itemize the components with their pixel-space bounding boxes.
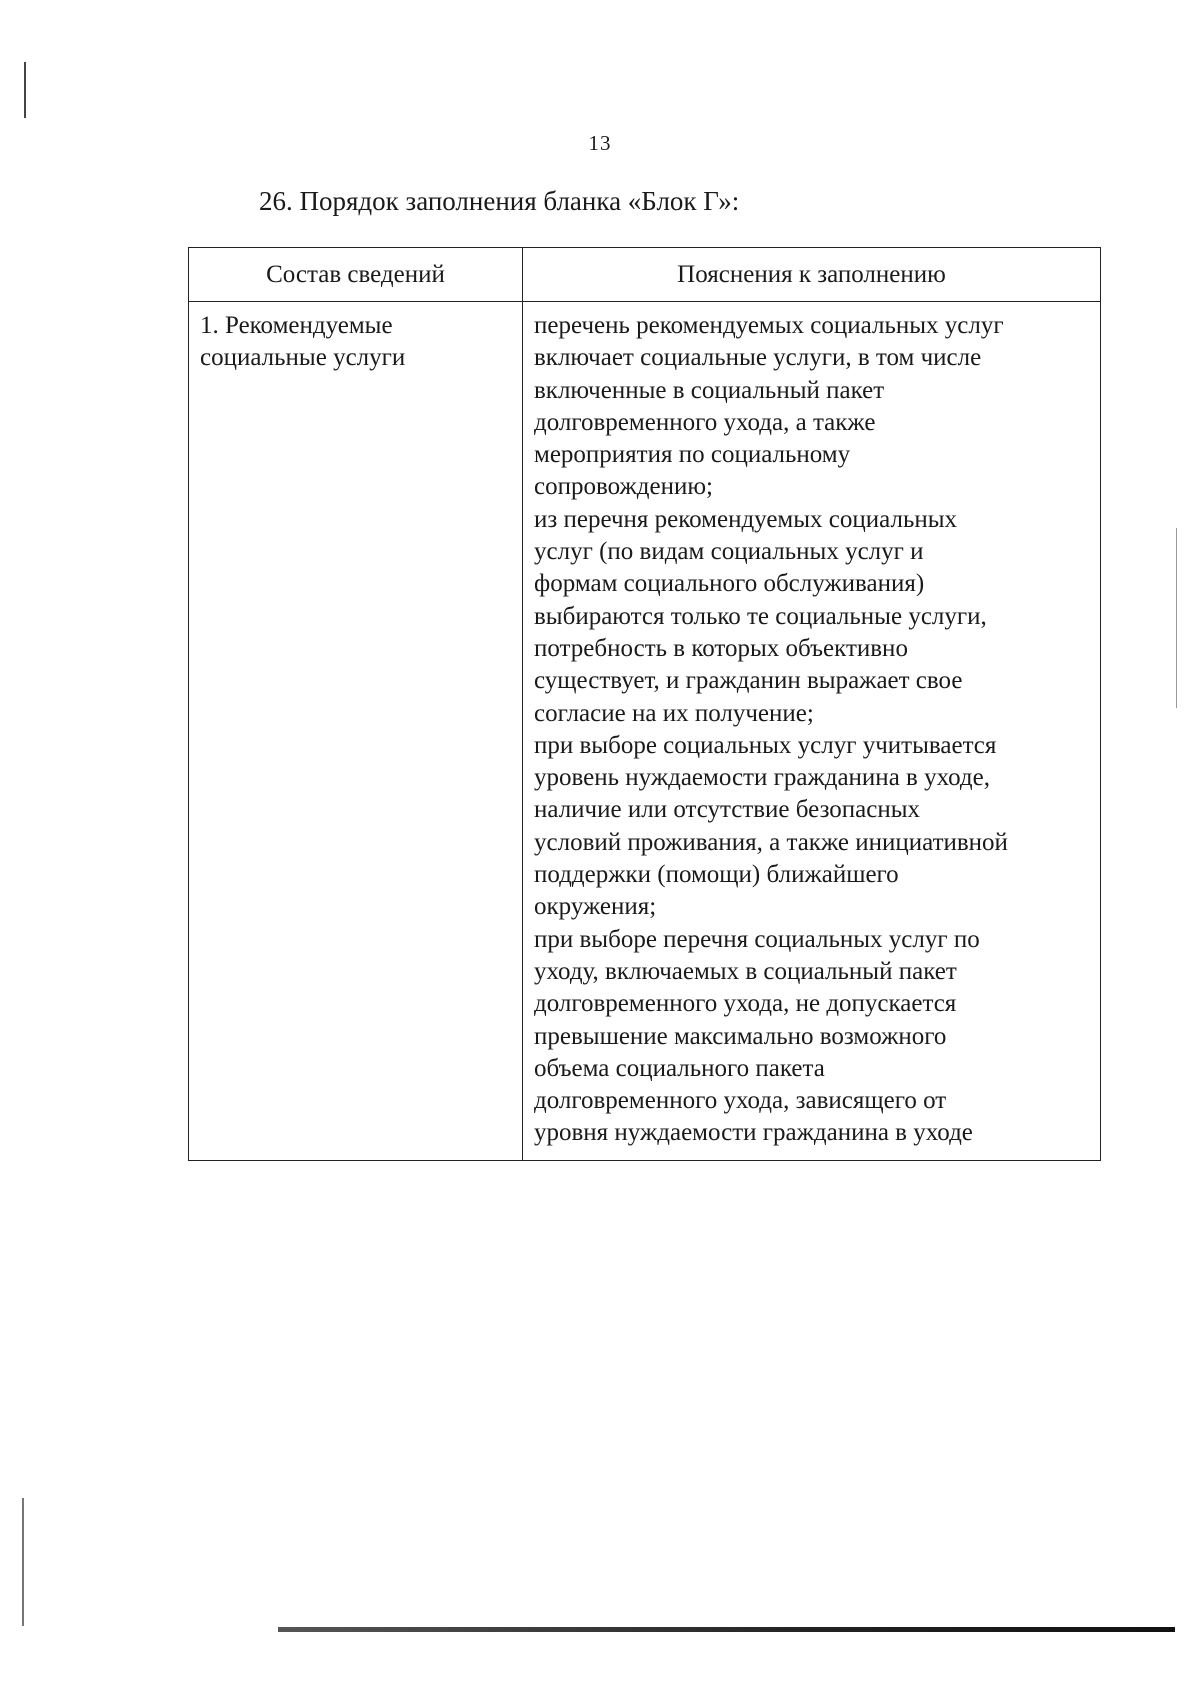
- scan-edge-mark: [22, 1498, 24, 1626]
- footer-rule: [278, 1627, 1175, 1632]
- explanation-line: перечень рекомендуемых социальных услуг: [534, 312, 1004, 339]
- explanation-line: мероприятия по социальному: [534, 441, 851, 469]
- explanation-line: услуг (по видам социальных услуг и: [534, 538, 924, 566]
- column-header-explanation: Пояснения к заполнению: [523, 248, 1101, 302]
- fill-order-table: [188, 247, 1101, 1161]
- explanation-line: согласие на их получение;: [534, 699, 814, 727]
- explanation-cell: [523, 302, 1101, 1161]
- item-cell: [189, 302, 523, 1161]
- item-line: 1. Рекомендуемые: [200, 312, 393, 339]
- item-line: социальные услуги: [200, 344, 406, 372]
- explanation-line: при выборе перечня социальных услуг по: [534, 925, 980, 953]
- explanation-line: из перечня рекомендуемых социальных: [534, 505, 958, 533]
- explanation-line: превышение максимально возможного: [534, 1022, 947, 1050]
- explanation-line: долговременного ухода, не допускается: [534, 990, 957, 1018]
- explanation-line: поддержки (помощи) ближайшего: [534, 861, 899, 889]
- explanation-line: потребность в которых объективно: [534, 634, 908, 662]
- table-header-row: [189, 248, 1101, 302]
- table-row: [189, 302, 1101, 1161]
- explanation-line: существует, и гражданин выражает свое: [534, 667, 963, 695]
- explanation-line: сопровождению;: [534, 473, 713, 501]
- explanation-line: долговременного ухода, зависящего от: [534, 1087, 947, 1115]
- explanation-line: условий проживания, а также инициативной: [534, 828, 1008, 856]
- explanation-line: уходу, включаемых в социальный пакет: [534, 957, 957, 985]
- explanation-line: уровень нуждаемости гражданина в уходе,: [534, 764, 990, 792]
- scan-edge-mark: [1176, 528, 1177, 708]
- explanation-line: наличие или отсутствие безопасных: [534, 796, 921, 824]
- explanation-line: при выборе социальных услуг учитывается: [534, 731, 997, 759]
- section-title: 26. Порядок заполнения бланка «Блок Г»:: [259, 186, 740, 216]
- explanation-line: долговременного ухода, а также: [534, 408, 876, 436]
- explanation-line: включенные в социальный пакет: [534, 376, 885, 404]
- explanation-line: выбираются только те социальные услуги,: [534, 602, 987, 630]
- explanation-line: формам социального обслуживания): [534, 570, 925, 598]
- explanation-line: включает социальные услуги, в том числе: [534, 344, 982, 372]
- scan-edge-mark: [24, 62, 26, 118]
- column-header-composition: Состав сведений: [189, 248, 523, 302]
- explanation-line: объема социального пакета: [534, 1054, 825, 1082]
- page-number: 13: [588, 131, 612, 155]
- explanation-line: уровня нуждаемости гражданина в уходе: [534, 1119, 973, 1147]
- explanation-line: окружения;: [534, 893, 657, 921]
